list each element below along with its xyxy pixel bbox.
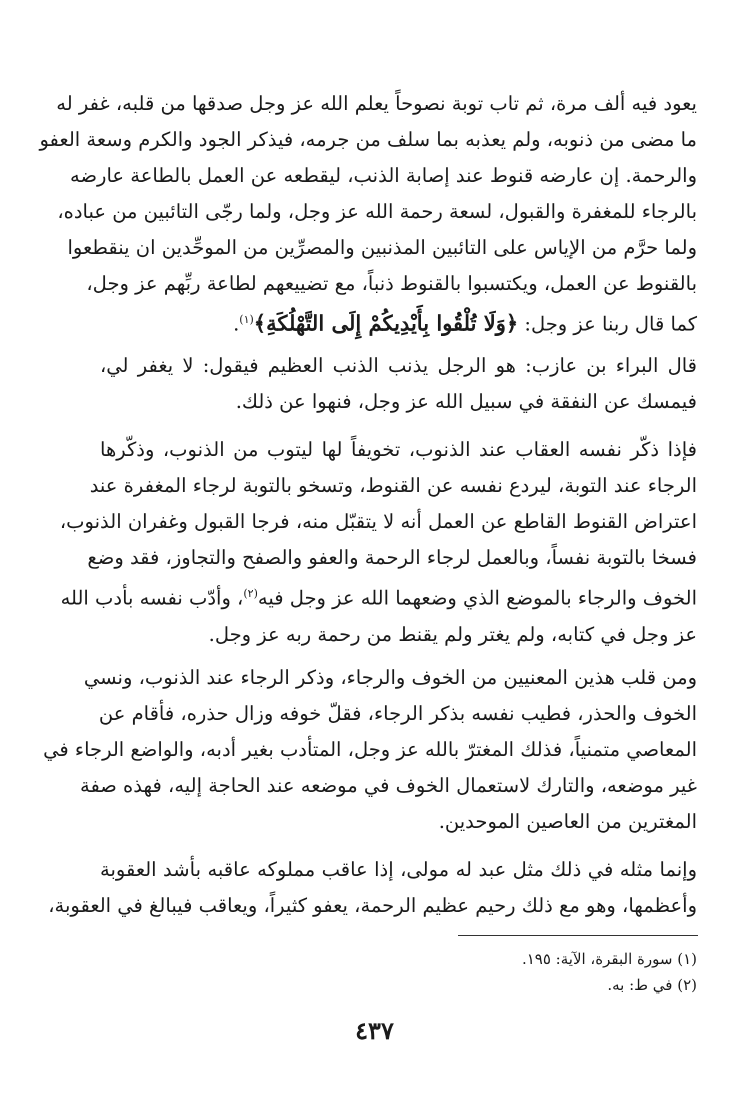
footnote-1: (١) سورة البقرة، الآية: ١٩٥. <box>521 950 697 968</box>
text-line: المغترين من العاصين الموحدين. <box>438 810 697 833</box>
text-line: اعتراض القنوط القاطع عن العمل أنه لا يتقبّل منه، فرجا القبول وغفران الذنوب، <box>59 510 697 533</box>
text-line: يعود فيه ألف مرة، ثم تاب توبة نصوحاً يعلم الله عز وجل صدقها من قلبه، غفر له <box>56 92 697 115</box>
text-line: الخوف والحذر، فطيب نفسه بذكر الرجاء، فقلّ خوفه وزال حذره، فأقام عن <box>98 702 697 725</box>
paragraph-2 <box>100 348 697 420</box>
text-line: ما مضى من ذنوبه، ولم يعذبه بما سلف من جرمه، فيذكر الجود والكرم وسعة العفو <box>39 128 697 151</box>
text-line: وأعظمها، وهو مع ذلك رحيم عظيم الرحمة، يعفو كثيراً، ويعاقب فيبالغ في العقوبة، <box>48 894 697 917</box>
text-line: عز وجل في كتابه، ولم يغتر ولم يقنط من رحمة ربه عز وجل. <box>208 622 697 646</box>
page-number: ٤٣٧ <box>355 1016 394 1045</box>
text-line: ومن قلب هذين المعنيين من الخوف والرجاء، وذكر الرجاء عند الذنوب، ونسي <box>83 666 697 689</box>
text-line: فسخا بالتوبة نفساً، وبالعمل لرجاء الرحمة والعفو والصفح والتجاوز، فقد وضع <box>87 546 697 569</box>
text-line: والرحمة. إن عارضه قنوط عند إصابة الذنب، ليقطعه عن العمل بالطاعة عارضه <box>70 164 697 187</box>
text-line-with-ref <box>60 576 697 617</box>
quran-verse: ﴿وَلَا تُلْقُوا بِأَيْدِيكُمْ إِلَى التَّهْلُكَةِ﴾ <box>253 310 519 336</box>
text-line: غير موضعه، والتارك لاستعمال الخوف في موضعه عند الحاجة إليه، فهذه صفة <box>79 774 697 797</box>
paragraph-3 <box>59 432 697 653</box>
paragraph-4 <box>43 660 697 840</box>
line-end: ، وأدّب نفسه بأدب الله <box>60 586 244 610</box>
footnote-divider <box>458 935 698 936</box>
line-end: . <box>233 312 240 336</box>
text-line: فيمسك عن النفقة في سبيل الله عز وجل، فنهوا عن ذلك. <box>235 390 697 413</box>
text-line: وإنما مثله في ذلك مثل عبد له مولى، إذا عاقب مملوكه عاقبه بأشد العقوبة <box>100 858 697 881</box>
line-start: الخوف والرجاء بالموضع الذي وضعهما الله عز وجل فيه <box>257 586 697 610</box>
paragraph-1 <box>39 86 697 343</box>
text-line: المعاصي متمنياً، فذلك المغترّ بالله عز وجل، المتأدب بغير أدبه، والواضع الرجاء في <box>43 738 697 761</box>
text-line: بالرجاء للمغفرة والقبول، لسعة رحمة الله عز وجل، ولما رجّى التائبين من عباده، <box>57 200 697 223</box>
verse-intro: كما قال ربنا عز وجل: <box>518 312 697 336</box>
text-line: ولما حرَّم من الإياس على التائبين المذنبين والمصرِّين من الموحِّدين ان ينقطعوا <box>67 236 697 259</box>
footnote-ref: (١) <box>239 313 254 326</box>
text-line: الرجاء عند التوبة، ليردع نفسه عن القنوط، وتسخو بالتوبة لرجاء المغفرة عند <box>89 474 697 497</box>
text-line: فإذا ذكّر نفسه العقاب عند الذنوب، تخويفاً لها ليتوب من الذنوب، وذكّرها <box>100 438 697 461</box>
text-line: قال البراء بن عازب: هو الرجل يذنب الذنب العظيم فيقول: لا يغفر لي، <box>100 354 697 377</box>
footnote-ref: (٢) <box>243 587 258 600</box>
text-line: بالقنوط عن العمل، ويكتسبوا بالقنوط ذنباً، مع تضييعهم لطاعة ربِّهم عز وجل، <box>86 272 697 295</box>
paragraph-5 <box>48 852 697 924</box>
footnote-2: (٢) في ط: به. <box>607 976 697 994</box>
footnotes <box>297 946 697 998</box>
text-line-with-verse <box>100 302 697 343</box>
